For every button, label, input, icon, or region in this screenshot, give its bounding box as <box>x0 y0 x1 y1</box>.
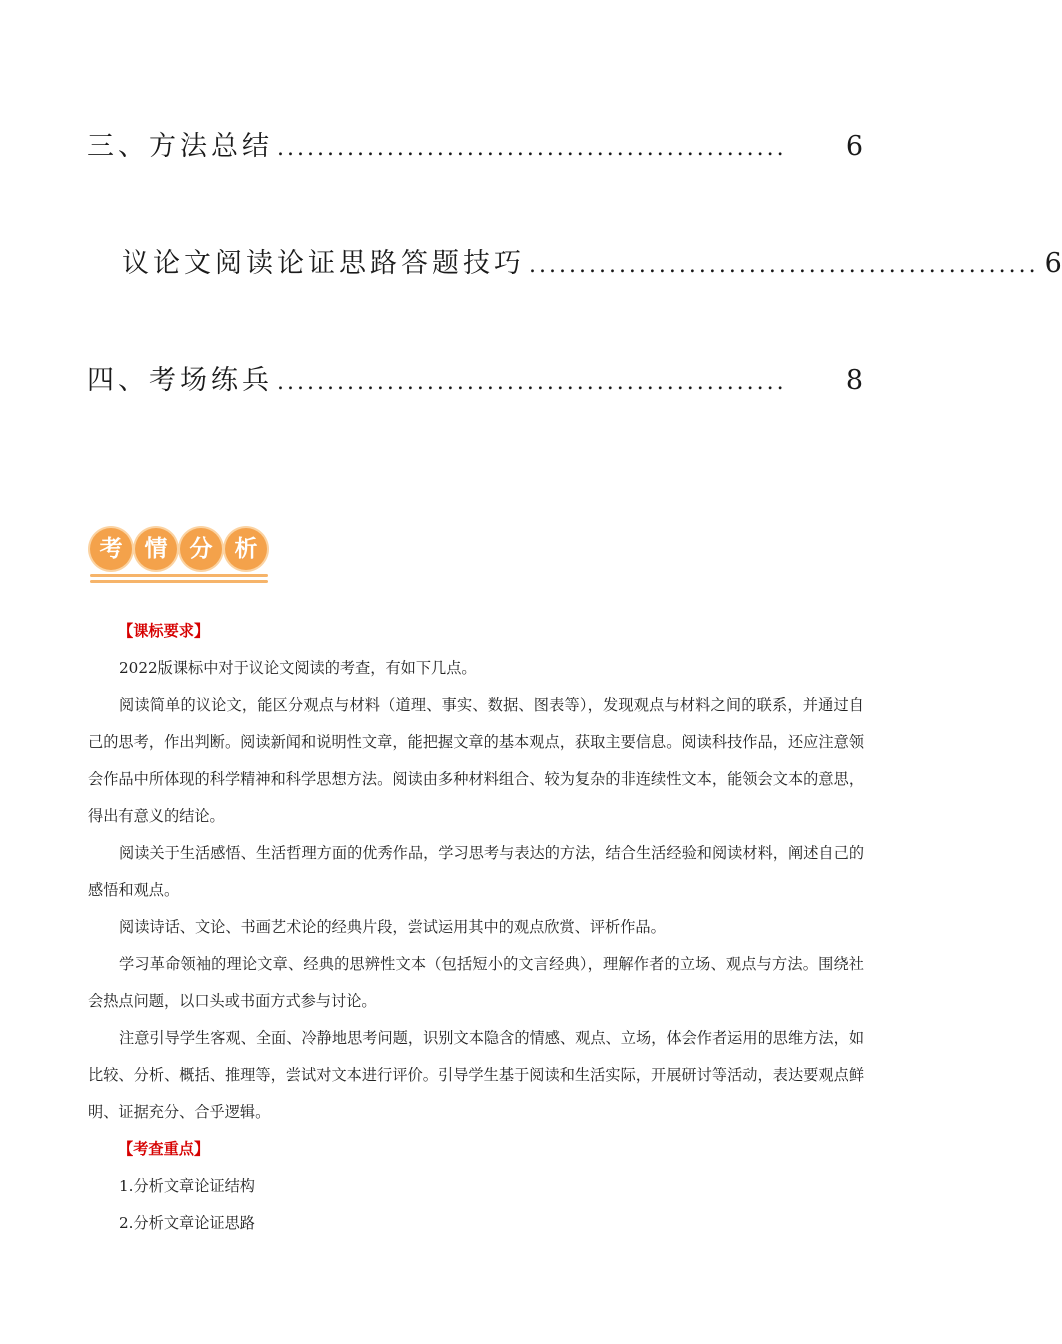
focus-item: 1.分析文章论证结构 <box>119 1177 255 1195</box>
focus-item: 2.分析文章论证思路 <box>119 1214 255 1232</box>
toc-page-number: 6 <box>845 131 863 162</box>
toc-page-number: 8 <box>845 365 863 396</box>
toc-leader: ................................................... <box>277 370 787 395</box>
paragraph: 阅读诗话、文论、书画艺术论的经典片段，尝试运用其中的观点欣赏、评析作品。 <box>119 918 666 936</box>
toc-title: 四、考场练兵 <box>87 365 273 396</box>
toc-title: 三、方法总结 <box>87 131 273 162</box>
toc-entry-method-summary[interactable] <box>87 124 863 163</box>
toc-entry-exam-practice[interactable] <box>87 358 863 397</box>
requirements-heading: 【课标要求】 <box>118 622 210 640</box>
section-banner-exam-analysis <box>88 528 272 586</box>
banner-char: 分 <box>180 528 222 570</box>
paragraph: 注意引导学生客观、全面、冷静地思考问题，识别文本隐含的情感、观点、立场，体会作者运用的思维方法，如比较、分析、概括、推理等，尝试对文本进行评价。引导学生基于阅读和生活实际，开展研讨等活动，表达要观点鲜明、证据充分、合乎逻辑。 <box>88 1029 864 1121</box>
banner-char: 考 <box>90 528 132 570</box>
paragraph: 2022版课标中对于议论文阅读的考查，有如下几点。 <box>119 659 477 677</box>
paragraph: 阅读简单的议论文，能区分观点与材料（道理、事实、数据、图表等），发现观点与材料之间的联系，并通过自己的思考，作出判断。阅读新闻和说明性文章，能把握文章的基本观点，获取主要信息。阅读科技作品，还应注意领会作品中所体现的科学精神和科学思想方法。阅读由多种材料组合、较为复杂的非连续性文本，能领会文本的意思，得出有意义的结论。 <box>88 696 864 825</box>
banner-char: 析 <box>225 528 267 570</box>
paragraph: 学习革命领袖的理论文章、经典的思辨性文本（包括短小的文言经典），理解作者的立场、观点与方法。围绕社会热点问题，以口头或书面方式参与讨论。 <box>88 955 864 1010</box>
paragraph: 阅读关于生活感悟、生活哲理方面的优秀作品，学习思考与表达的方法，结合生活经验和阅读材料，阐述自己的感悟和观点。 <box>88 844 864 899</box>
requirements-section <box>88 613 864 1242</box>
banner-underline <box>90 574 268 586</box>
focus-heading: 【考查重点】 <box>118 1140 210 1158</box>
toc-entry-argument-skills[interactable] <box>122 241 1062 280</box>
toc-leader: ................................................... <box>277 136 787 161</box>
banner-char: 情 <box>135 528 177 570</box>
toc-title: 议论文阅读论证思路答题技巧 <box>122 248 525 279</box>
toc-leader: ................................................... <box>529 253 1039 278</box>
toc-page-number: 6 <box>1044 248 1062 279</box>
